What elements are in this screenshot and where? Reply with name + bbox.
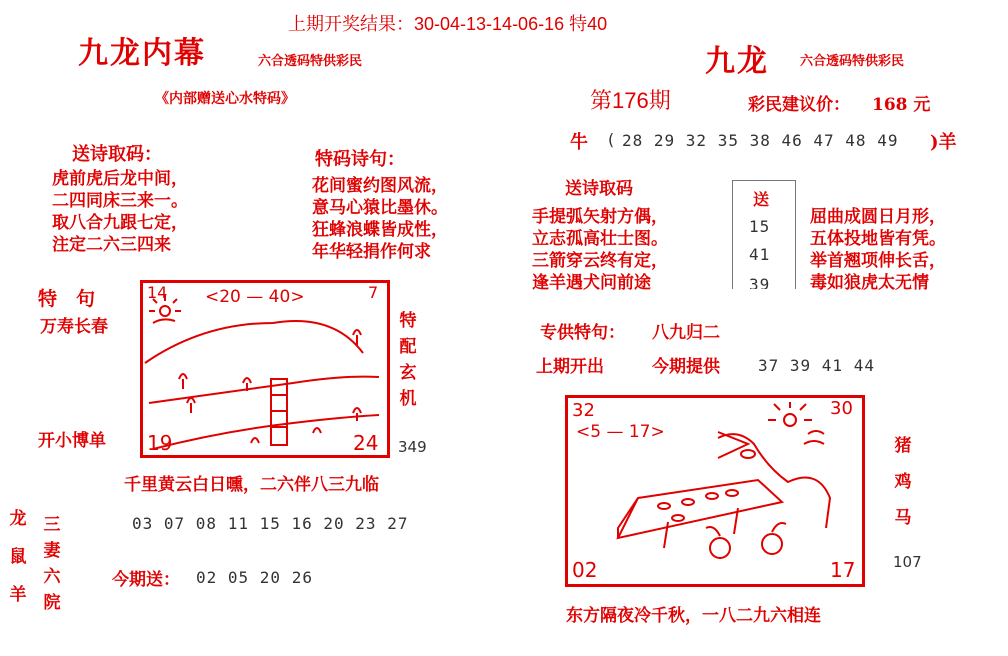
te-ju-label: 特 句 <box>38 288 96 310</box>
send-poem <box>52 168 188 256</box>
zodiac-item: 猪 <box>894 436 912 456</box>
left-pic-tl: 14 <box>147 283 168 302</box>
left-pic-tr: 7 <box>368 283 379 302</box>
right-poem-line: 三箭穿云终有定， <box>532 251 668 271</box>
left-title: 九龙内幕 <box>78 36 206 71</box>
special-poem-heading: 特码诗句： <box>315 149 405 170</box>
vertical-label: 特配玄机 <box>399 311 417 409</box>
right-table-drawing <box>568 398 862 584</box>
left-subtitle: 六合透码特供彩民 <box>258 54 363 69</box>
special-value: 八九归二 <box>652 323 720 343</box>
left-landscape-drawing <box>143 283 387 455</box>
left-pic-bl: 19 <box>147 431 173 455</box>
special-poem <box>312 175 448 263</box>
last-result-banner: 上期开奖结果：30-04-13-14-06-16 特40 <box>288 14 608 34</box>
right-today-numbers: 37 39 41 44 <box>758 356 875 375</box>
right-picture <box>565 395 865 587</box>
send-poem-line: 二四同床三来一。 <box>52 191 188 211</box>
ox-numbers: 28 29 32 35 38 46 47 48 49 <box>622 131 899 150</box>
internal-note: 《内部赠送心水特码》 <box>155 91 295 107</box>
zodiac-side <box>893 428 913 536</box>
send-poem-line: 虎前虎后龙中间， <box>52 169 188 189</box>
ox-label: 牛 <box>570 132 588 153</box>
song-number: 39 <box>749 275 771 289</box>
right-today-label: 今期提供 <box>652 357 720 377</box>
left-pic-range: <20 — 40> <box>205 287 305 307</box>
right-poem-right <box>810 206 946 294</box>
right-poem-line: 毒如狼虎太无情 <box>810 273 929 293</box>
right-title: 九龙 <box>705 44 769 79</box>
special-poem-line: 狂蜂浪蝶皆成性， <box>312 220 448 240</box>
right-poem-line: 立志孤高壮士图。 <box>532 229 668 249</box>
price-label: 彩民建议价： <box>748 95 850 115</box>
special-poem-line: 花间蜜约图风流， <box>312 176 448 196</box>
right-pic-bl: 02 <box>572 558 598 582</box>
right-poem-left <box>532 206 668 294</box>
te-ju-value: 万寿长春 <box>40 317 108 337</box>
right-pic-range: <5 — 17> <box>576 422 665 442</box>
send-poem-heading: 送诗取码： <box>72 144 162 165</box>
send-poem-line: 注定二六三四来 <box>52 235 171 255</box>
right-poem-line: 举首翘项伸长舌， <box>810 251 946 271</box>
left-pic-br: 24 <box>353 431 379 455</box>
left-picture <box>140 280 390 458</box>
right-send-heading: 送诗取码 <box>565 179 633 199</box>
song-header: 送 <box>753 190 770 209</box>
song-number: 41 <box>749 245 771 264</box>
song-box <box>732 180 796 289</box>
right-pic-tl: 32 <box>572 400 595 421</box>
side-phrase: 三妻六院 <box>43 515 61 613</box>
today-numbers: 02 05 20 26 <box>196 568 313 587</box>
song-number: 15 <box>749 217 771 236</box>
zodiac-number: 107 <box>893 553 922 571</box>
send-poem-line: 取八合九跟七定， <box>52 213 188 233</box>
right-pic-tr: 30 <box>830 398 853 419</box>
right-pic-br: 17 <box>830 558 856 582</box>
left-numbers: 03 07 08 11 15 16 20 23 27 <box>132 514 409 533</box>
today-label: 今期送： <box>112 570 180 590</box>
right-poem-line: 五体投地皆有凭。 <box>810 229 946 249</box>
left-poem-line: 千里黄云白日曛，二六伴八三九临 <box>124 475 379 495</box>
special-label: 专供特句： <box>540 323 625 343</box>
issue-number: 第176期 <box>590 88 671 113</box>
vertical-value: 349 <box>398 438 427 456</box>
price-value: 168 元 <box>872 95 931 115</box>
right-subtitle: 六合透码特供彩民 <box>800 54 905 69</box>
ox-close: )羊 <box>930 132 957 153</box>
kai-label: 开小博单 <box>38 431 106 451</box>
right-poem-line: 屈曲成圆日月形， <box>810 207 946 227</box>
right-poem-line: 手提弧矢射方偶， <box>532 207 668 227</box>
right-bottom-poem: 东方隔夜冷千秋，一八二九六相连 <box>566 606 821 626</box>
special-poem-line: 年华轻捐作何求 <box>312 242 431 262</box>
side-zodiac: 龙鼠羊 <box>9 509 27 605</box>
right-poem-line: 逢羊遇犬问前途 <box>532 273 651 293</box>
zodiac-item: 鸡 <box>894 472 912 492</box>
special-poem-line: 意马心猿比墨休。 <box>312 198 448 218</box>
zodiac-item: 马 <box>894 508 912 528</box>
last-label: 上期开出 <box>536 357 604 377</box>
ox-open: ( <box>606 130 617 149</box>
